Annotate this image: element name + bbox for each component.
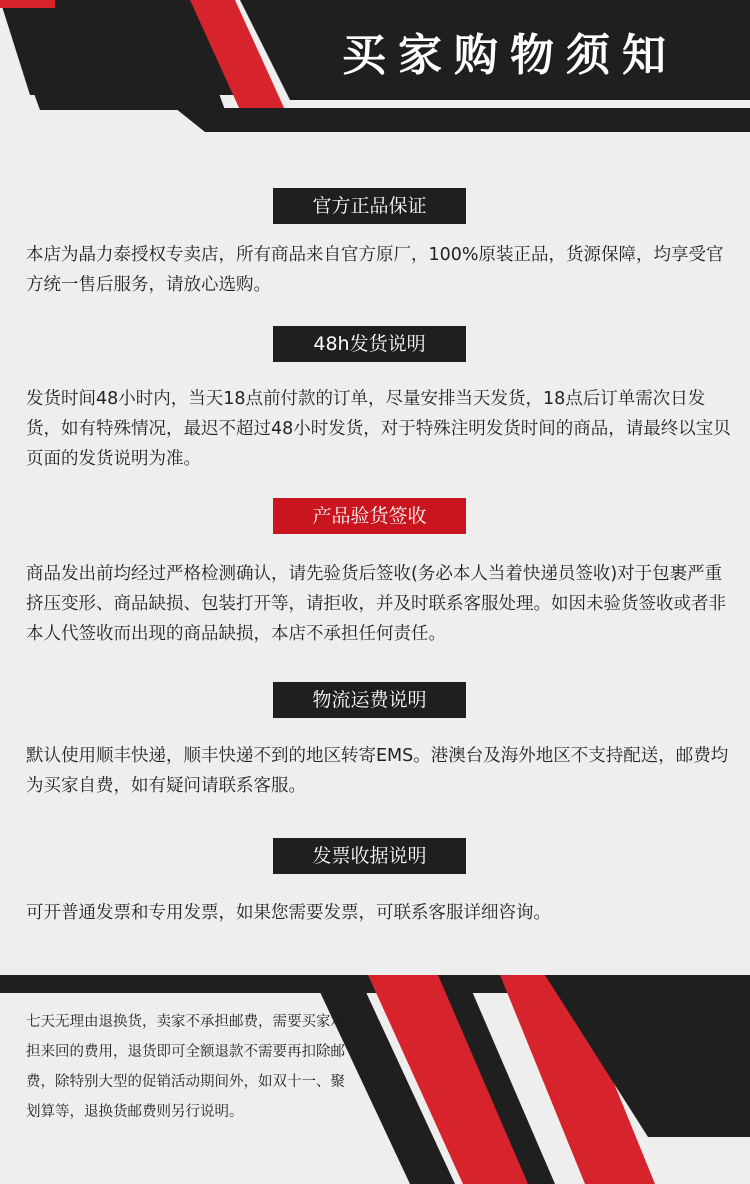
section-body: 可开普通发票和专用发票，如果您需要发票，可联系客服详细咨询。: [26, 903, 551, 923]
section-label: 48h发货说明: [273, 326, 466, 362]
footer-banner: [0, 975, 750, 1184]
section-body: 本店为晶力泰授权专卖店，所有商品来自官方原厂，100%原装正品，货源保障，均享受官方统一售后服务，请放心选购。: [26, 245, 724, 295]
section-body: 发货时间48小时内，当天18点前付款的订单，尽量安排当天发货，18点后订单需次日发货，如有特殊情况，最迟不超过48小时发货，对于特殊注明发货时间的商品，请最终以宝贝页面的发货说明为准。: [26, 389, 731, 469]
section-body: 默认使用顺丰快递，顺丰快递不到的地区转寄EMS。港澳台及海外地区不支持配送，邮费均为买家自费，如有疑问请联系客服。: [26, 746, 729, 796]
section-body: 商品发出前均经过严格检测确认，请先验货后签收(务必本人当着快递员签收)对于包裹严重挤压变形、商品缺损、包装打开等，请拒收，并及时联系客服处理。如因未验货签收或者非本人代签收而出现的商品缺损，本店不承担任何责任。: [26, 564, 726, 644]
header-red-corner: [0, 0, 55, 8]
page-title: 买家购物须知: [342, 30, 678, 81]
section-label: 物流运费说明: [273, 682, 466, 718]
section-label: 发票收据说明: [273, 838, 466, 874]
header-banner: [0, 0, 750, 140]
section-label: 产品验货签收: [273, 498, 466, 534]
header-underline-band: [175, 108, 750, 132]
section-label: 官方正品保证: [273, 188, 466, 224]
footer-note: 七天无理由退换货，卖家不承担邮费，需要买家承担来回的费用，退货即可全额退款不需要再扣除邮费，除特别大型的促销活动期间外，如双十一、聚划算等，退换货邮费则另行说明。: [26, 1014, 345, 1120]
